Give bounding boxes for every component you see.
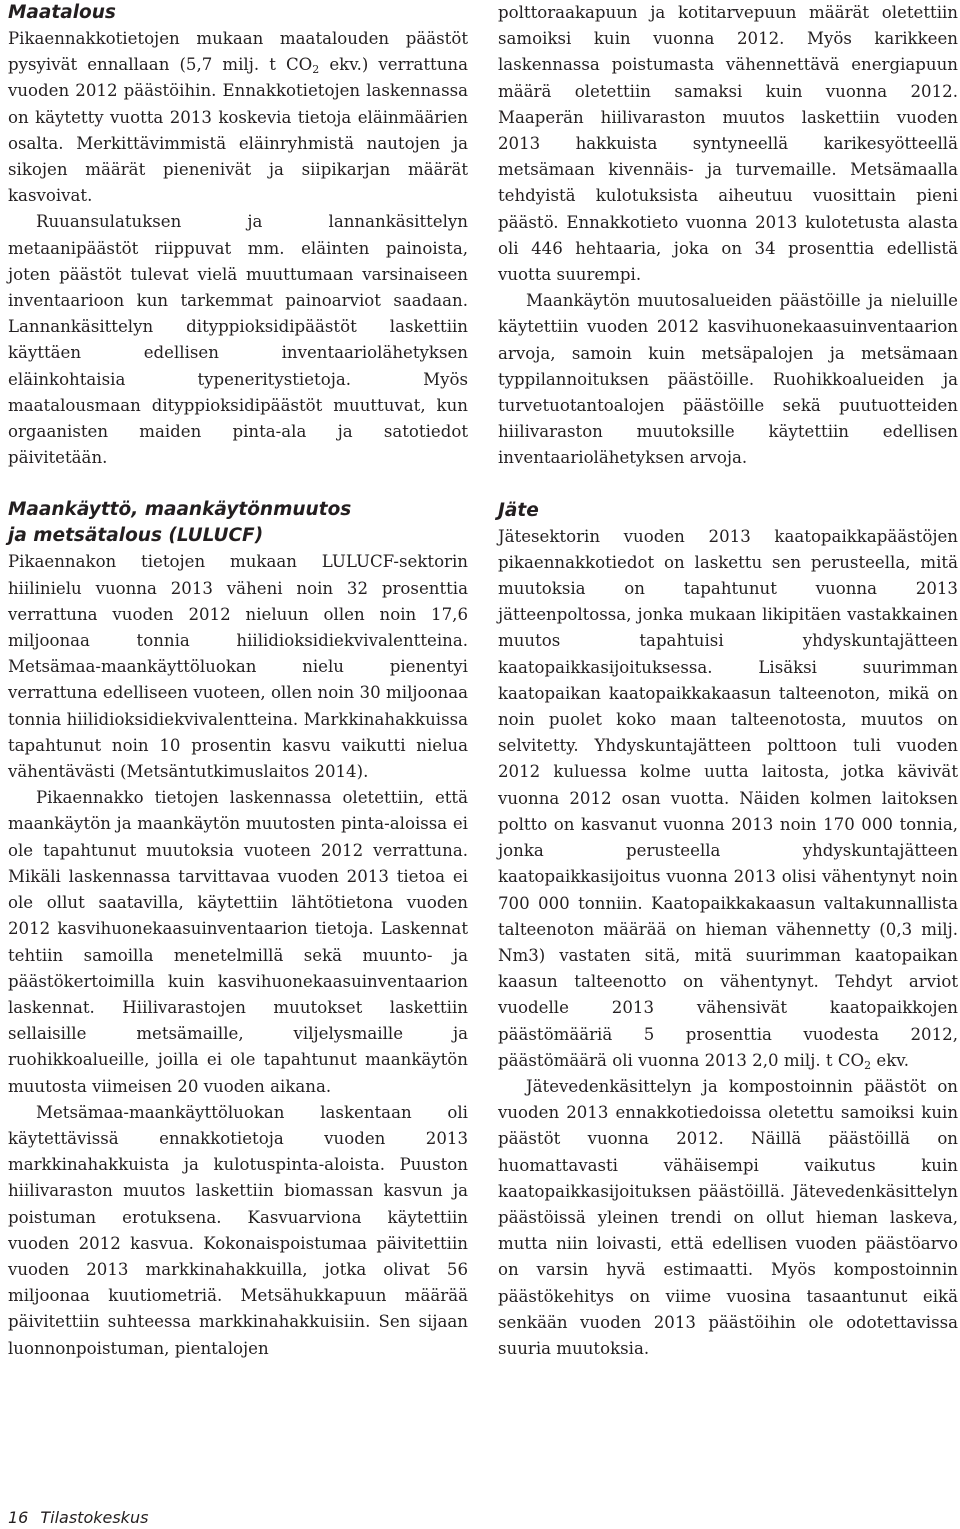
- paragraph: [8, 26, 468, 209]
- heading-line: ja metsätalous (LULUCF): [8, 525, 264, 547]
- right-column: [498, 0, 958, 1362]
- paragraph-text: ekv.) verrattuna vuoden 2012 päästöihin. Ennakkotietojen laskennassa on käytetty vuotta 2013 koskevia tietoja eläinmäärien osalta. Merkittävimmistä eläinryhmistä nautojen ja sikojen määrät pienenivät ja siipikarjan määrät kasvoivat.: [8, 55, 468, 206]
- paragraph: Pikaennakko tietojen laskennassa oletettiin, että maankäytön ja maankäytön muutosten pinta-aloissa ei ole tapahtunut muutoksia vuoteen 2012 verrattuna. Mikäli laskennassa tarvittavaa vuoden 2013 tietoa ei ole ollut saatavilla, käytettiin lähtötietona vuoden 2012 kasvihuonekaasuinventaarion tietoja. Laskennat tehtiin samoilla menetelmillä sekä muunto- ja päästökertoimilla kuin kasvihuonekaasuinventaarion laskennat. Hiilivarastojen muutokset laskettiin sellaisille metsämaille, viljelysmaille ja ruohikkoalueille, joilla ei ole tapahtunut maankäytön muutosta viimeisen 20 vuoden aikana.: [8, 788, 468, 1096]
- paragraph: Maankäytön muutosalueiden päästöille ja nieluille käytettiin vuoden 2012 kasvihuonekaasuinventaarion arvoja, samoin kuin metsäpalojen ja metsämaan typpilannoituksen päästöille. Ruohikkoalueiden ja turvetuotantoalojen päästöille sekä puutuotteiden hiilivaraston muutoksille käytettiin edellisen inventaariolähetyksen arvoja.: [498, 291, 958, 468]
- page-number: 16: [8, 1508, 29, 1527]
- section-heading-maatalous: Maatalous: [8, 2, 116, 23]
- left-column: [8, 0, 468, 1362]
- subscript: 2: [864, 1058, 872, 1072]
- paragraph-text: ekv.: [871, 1050, 909, 1070]
- section-heading-lulucf: [8, 497, 468, 549]
- paragraph: Ruuansulatuksen ja lannankäsittelyn metaanipäästöt riippuvat mm. eläinten painoista, joten päästöt tulevat vielä muuttumaan varsinaiseen inventaarioon kun tarkemmat painoarviot saadaan. Lannankäsittelyn dityppioksidipäästöt laskettiin käyttäen edellisen inventaariolähetyksen eläinkohtaisia typeneritystietoja. Myös maatalousmaan dityppioksidipäästöt muuttuvat, kun orgaanisten maiden pinta-ala ja satotiedot päivitetään.: [8, 212, 468, 468]
- paragraph: polttoraakapuun ja kotitarvepuun määrät oletettiin samoiksi kuin vuonna 2012. Myös karikkeen laskennassa poistumasta vähennettävä energiapuun määrä oletettiin samaksi kuin vuonna 2012. Maaperän hiilivaraston muutos laskettiin vuoden 2013 hakkuista syntyneellä karikesyötteellä metsämaan kivennäis- ja turvemaille. Metsämaalla tehdyistä kulotuksista aiheutuu vuosittain pieni päästö. Ennakkotieto vuonna 2013 kulotetusta alasta oli 446 hehtaaria, joka on 34 prosenttia edellistä vuotta suurempi.: [498, 3, 958, 285]
- paragraph: Metsämaa-maankäyttöluokan laskentaan oli käytettävissä ennakkotietoja vuoden 2013 markkinahakkuista ja kulotuspinta-aloista. Puuston hiilivaraston muutos laskettiin biomassan kasvun ja poistuman erotuksena. Kasvuarviona käytettiin vuoden 2012 kasvua. Kokonaispoistumaa päivitettiin vuoden 2013 markkinahakkuilla, jotka olivat 56 miljoonaa kuutiometriä. Metsähukkapuun määrää päivitettiin suhteessa markkinahakkuisiin. Sen sijaan luonnonpoistuman, pientalojen: [8, 1102, 468, 1358]
- subscript: 2: [312, 63, 320, 77]
- paragraph: Jätevedenkäsittelyn ja kompostoinnin päästöt on vuoden 2013 ennakkotiedoissa oletettu samoiksi kuin päästöt vuonna 2012. Näillä päästöillä on huomattavasti vähäisempi vaikutus kuin kaatopaikkasijoituksen päästöillä. Jätevedenkäsittelyn päästöissä yleinen trendi on ollut hieman laskeva, mutta niin loivasti, että edellisen vuoden päästöarvo on varsin hyvä estimaatti. Myös kompostoinnin päästökehitys on viime vuosina tasaantunut eikä senkään vuoden 2013 päästöihin ole odotettavissa suuria muutoksia.: [498, 1076, 958, 1358]
- section-heading-jate: Jäte: [498, 499, 539, 521]
- heading-line: Maankäyttö, maankäytönmuutos: [8, 499, 352, 521]
- page-footer: [8, 1508, 148, 1528]
- publication-name: Tilastokeskus: [40, 1508, 149, 1527]
- paragraph-text: Jätesektorin vuoden 2013 kaatopaikkapäästöjen pikaennakkotiedot on laskettu sen perusteella, mitä muutoksia on tapahtunut vuonna 2013 jätteenpoltossa, jonka mukaan likipitäen vastakkainen muutos tapahtuisi yhdyskuntajätteen kaatopaikkasijoituksessa. Lisäksi suurimman kaatopaikan kaatopaikkakaasun talteenoton, mikä on noin puolet koko maan talteenotosta, muutos on selvitetty. Yhdyskuntajätteen polttoon tuli vuoden 2012 kuluessa kolme uutta laitosta, jotka kävivät vuonna 2012 osan vuotta. Näiden kolmen laitoksen poltto on kasvanut vuonna 2013 noin 170 000 tonnia, jonka perusteella yhdyskuntajätteen kaatopaikkasijoitus vuonna 2013 olisi vähentynyt noin 700 000 tonniin. Kaatopaikkakaasun valtakunnallista talteenoton määrää on hieman vähennetty (0,3 milj. Nm3) vastaten sitä, mitä suurimman kaatopaikan kaasun talteenotto on vähentynyt. Tehdyt arviot vuodelle 2013 vähensivät kaatopaikkojen päästömääriä 5 prosenttia vuodesta 2012, päästömäärä oli vuonna 2013 2,0 milj. t CO: [498, 526, 958, 1070]
- paragraph-text: Pikaennakkotietojen mukaan maatalouden päästöt pysyivät ennallaan (5,7 milj. t CO: [8, 29, 468, 75]
- paragraph: [498, 524, 958, 1074]
- paragraph: Pikaennakon tietojen mukaan LULUCF-sektorin hiilinielu vuonna 2013 väheni noin 32 prosenttia verrattuna vuoden 2012 nieluun ollen noin 17,6 miljoonaa tonnia hiilidioksidiekvivalentteina. Metsämaa-maankäyttöluokan nielu pienentyi verrattuna edelliseen vuoteen, ollen noin 30 miljoonaa tonnia hiilidioksidiekvivalentteina. Markkinahakkuissa tapahtunut noin 10 prosentin kasvu vaikutti nielua vähentävästi (Metsäntutkimuslaitos 2014).: [8, 552, 468, 782]
